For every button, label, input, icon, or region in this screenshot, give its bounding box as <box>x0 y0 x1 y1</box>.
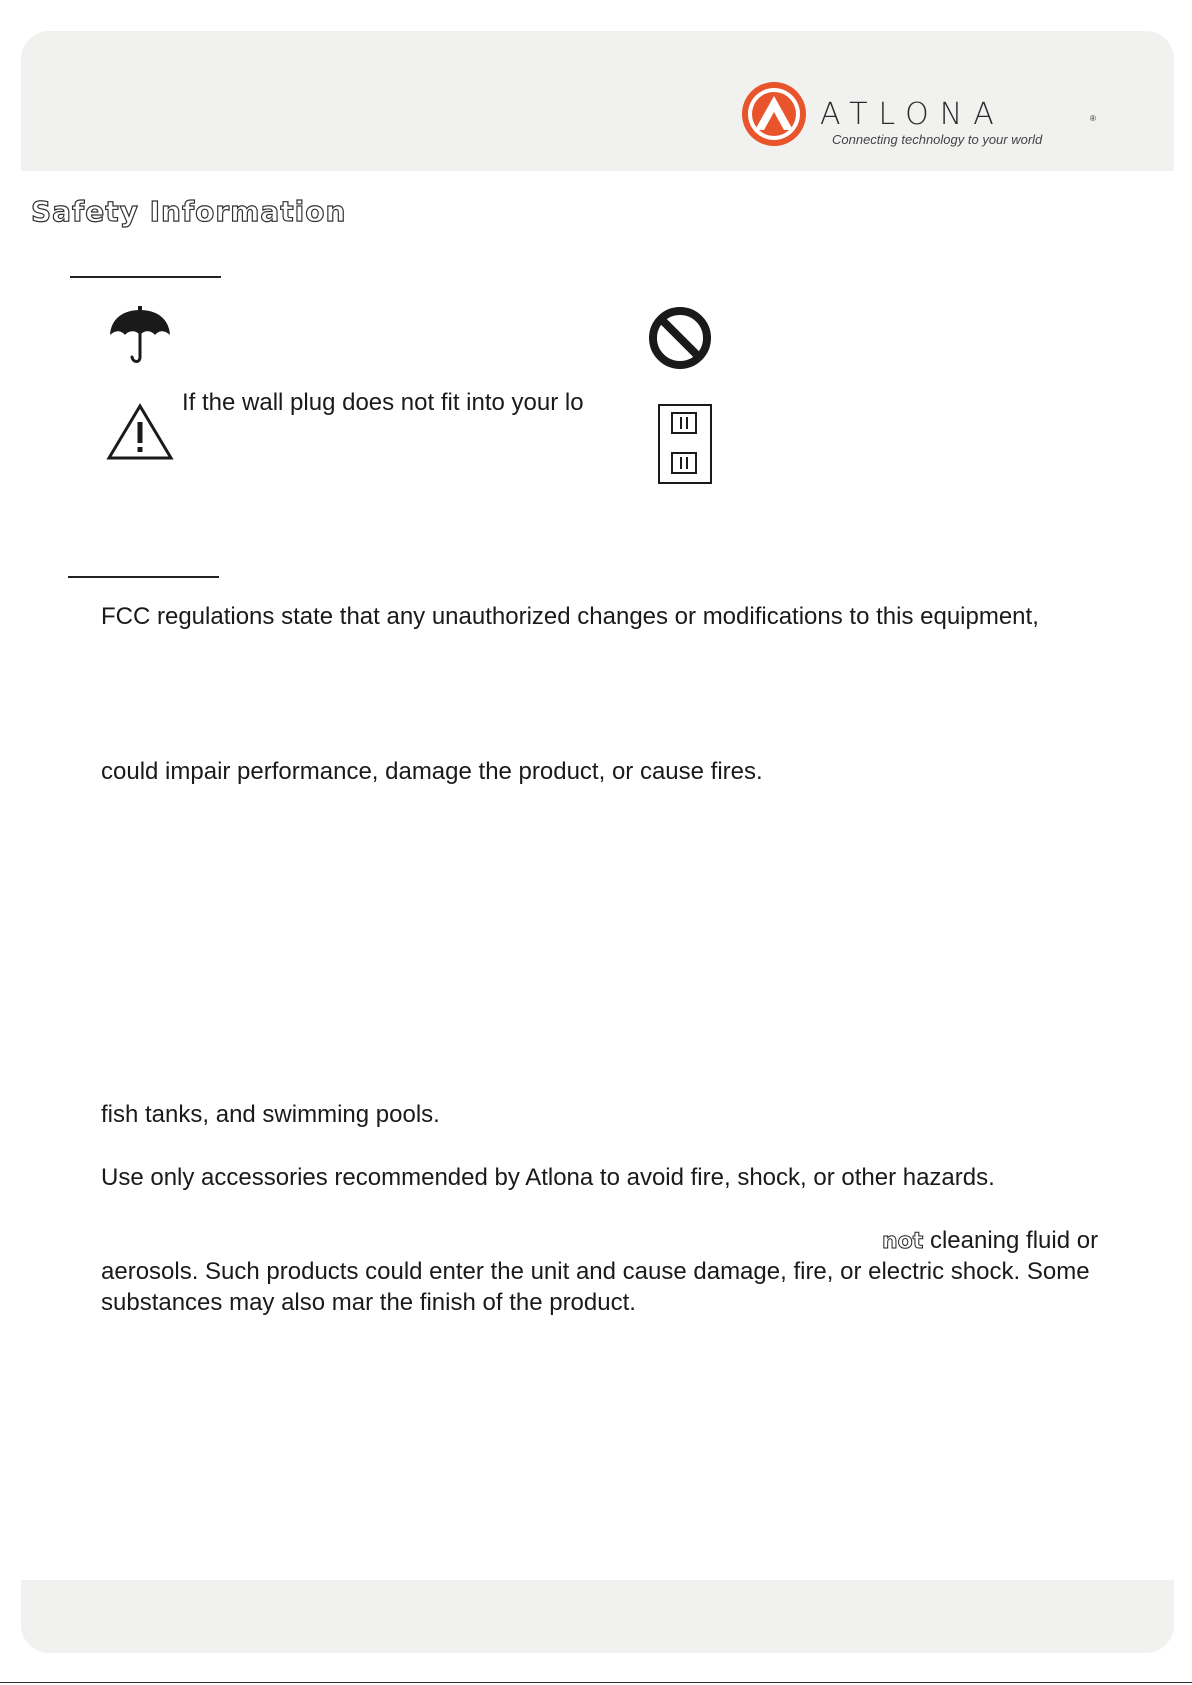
logo-wordmark: ATLONA <box>820 97 1005 132</box>
warning-triangle-icon <box>106 403 174 461</box>
prohibited-icon <box>648 306 712 370</box>
impair-paragraph: could impair performance, damage the product, or cause fires. <box>101 758 763 785</box>
plug-note: If the wall plug does not fit into your lo <box>182 389 584 416</box>
atlona-logo <box>740 80 1105 150</box>
aerosols-paragraph: aerosols. Such products could enter the unit and cause damage, fire, or electric shock. Some <box>101 1258 1090 1285</box>
substances-paragraph: substances may also mar the finish of the product. <box>101 1289 636 1316</box>
page-title: Safety Information <box>31 195 347 228</box>
cleaning-line <box>882 1229 1098 1253</box>
fcc-paragraph: FCC regulations state that any unauthorized changes or modifications to this equipment, <box>101 603 1039 630</box>
page-bottom-rule <box>0 1682 1192 1683</box>
umbrella-icon <box>107 302 173 368</box>
logo-tagline: Connecting technology to your world <box>832 132 1043 147</box>
fish-tanks-paragraph: fish tanks, and swimming pools. <box>101 1101 440 1128</box>
accessories-paragraph: Use only accessories recommended by Atlona to avoid fire, shock, or other hazards. <box>101 1164 995 1191</box>
emphasis-not: not <box>882 1229 924 1254</box>
atlona-logo-mark-icon <box>740 80 808 148</box>
footer-band <box>21 1580 1174 1653</box>
section-heading-rule <box>70 276 221 278</box>
cleaning-fluid-text: cleaning fluid or <box>923 1227 1099 1254</box>
logo-registered-mark: ® <box>1090 114 1096 123</box>
section-heading-rule <box>68 576 219 578</box>
wall-outlet-icon <box>657 403 713 485</box>
